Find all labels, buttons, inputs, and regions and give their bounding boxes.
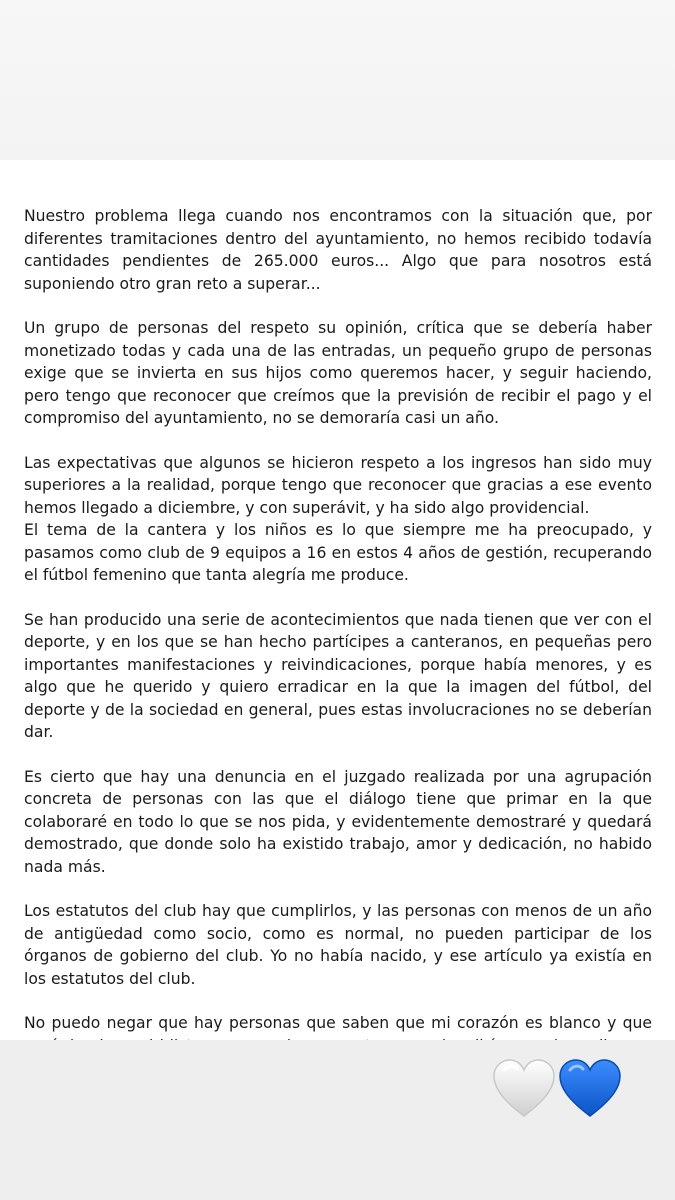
document-text	[24, 205, 652, 1124]
paragraph-7: Los estatutos del club hay que cumplirlos, y las personas con menos de un año de antigüedad como socio, como es normal, no pueden participar de los órganos de gobierno del club. Yo no había nacido, y ese artículo ya existía en los estatutos del club.	[24, 902, 652, 988]
blue-heart-icon	[558, 1058, 622, 1120]
paragraph-5: Se han producido una serie de acontecimientos que nada tienen que ver con el deporte, y en los que se han hecho partícipes a canteranos, en pequeñas pero importantes manifestaciones y reivindicaciones, porque había menores, y es algo que he querido y quiero erradicar en la que la imagen del fútbol, del deporte y de la sociedad en general, pues estas involucraciones no se deberían dar.	[24, 610, 652, 741]
paragraph-3: Las expectativas que algunos se hicieron respeto a los ingresos han sido muy superiores a la realidad, porque tengo que reconocer que gracias a ese evento hemos llegado a diciembre, y con superávit, y ha sido algo providencial.	[24, 453, 652, 517]
paragraph-6: Es cierto que hay una denuncia en el juzgado realizada por una agrupación concreta de personas con las que el diálogo tiene que primar en la que colaboraré en todo lo que se nos pida, y evidentemente demostraré y quedará demostrado, que donde solo ha existido trabajo, amor y dedicación, no habido nada más.	[24, 767, 652, 876]
paragraph-1: Nuestro problema llega cuando nos encontramos con la situación que, por diferentes tramitaciones dentro del ayuntamiento, no hemos recibido todavía cantidades pendientes de 265.000 euros... Algo que para nosotros está suponiendo otro gran reto a superar...	[24, 207, 652, 293]
paragraph-4: El tema de la cantera y los niños es lo que siempre me ha preocupado, y pasamos como club de 9 equipos a 16 en estos 4 años de gestión, recuperando el fútbol femenino que tanta alegría me produce.	[24, 521, 652, 584]
paragraph-8: No puedo negar que hay personas que saben que mi corazón es blanco y que	[24, 1014, 652, 1032]
story-top-background	[0, 0, 675, 160]
document-page	[0, 160, 675, 1040]
heart-stickers	[492, 1058, 626, 1124]
white-heart-icon	[492, 1058, 556, 1120]
paragraph-2: Un grupo de personas del respeto su opinión, crítica que se debería haber monetizado todas y cada una de las entradas, un pequeño grupo de personas exige que se invierta en sus hijos como queremos hacer, y seguir haciendo, pero tengo que reconocer que creímos que la previsión de recibir el pago y el compromiso del ayuntamiento, no se demoraría casi un año.	[24, 319, 652, 427]
